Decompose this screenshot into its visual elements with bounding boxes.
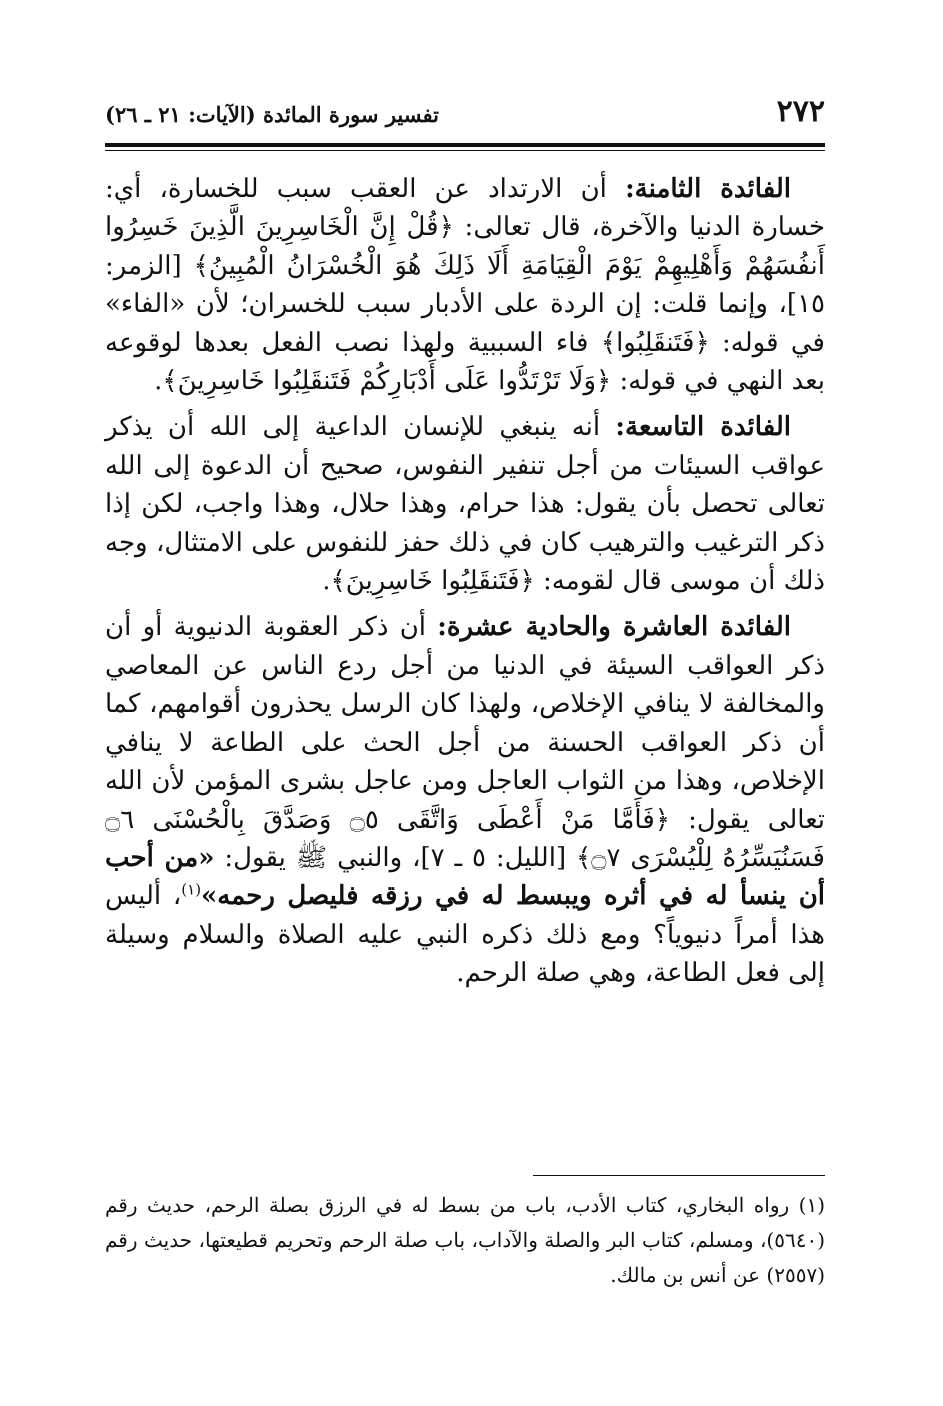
paragraph-text: أنه ينبغي للإنسان الداعية إلى الله أن يذكر عواقب السيئات من أجل تنفير النفوس، صحيح أن الدعوة إلى الله تعالى تحصل بأن يقول: هذا حرام، وهذا حلال، وهذا واجب، لكن إذا ذكر الترغيب والترهيب كان في ذلك حفز للنفوس على الامتثال، وجه ذلك أن موسى قال لقومه: bbox=[105, 412, 825, 597]
quran-verse: ﴿فَتَنقَلِبُوا﴾ bbox=[600, 327, 710, 358]
footnote-text: (١) رواه البخاري، كتاب الأدب، باب من بسط له في الرزق بصلة الرحم، حديث رقم (٥٦٤٠)، ومسلم، كتاب البر والصلة والآداب، باب صلة الرحم وتحريم قطيعتها، حديث رقم (٢٥٥٧) عن أنس بن مالك. bbox=[105, 1193, 825, 1287]
footnote-separator bbox=[533, 1175, 825, 1176]
paragraph-heading: الفائدة الثامنة: bbox=[625, 174, 791, 204]
paragraph-heading: الفائدة العاشرة والحادية عشرة: bbox=[437, 612, 792, 643]
hadith-quote: «من أحب أن ينسأ له في أثره ويبسط له في رزقه فليصل رحمه» bbox=[105, 842, 826, 912]
header-rule-thin bbox=[105, 150, 825, 151]
running-title: تفسير سورة المائدة (الآيات: ٢١ ـ ٢٦) bbox=[105, 102, 439, 127]
quran-verse: ﴿قُلْ إِنَّ الْخَاسِرِينَ الَّذِينَ خَسِرُوا أَنفُسَهُمْ وَأَهْلِيهِمْ يَوْمَ الْقِيَامَةِ أَلَا ذَلِكَ هُوَ الْخُسْرَانُ الْمُبِينُ﴾ bbox=[105, 212, 825, 281]
paragraph-text: . bbox=[322, 566, 331, 597]
paragraph bbox=[105, 170, 825, 400]
paragraph-text: [الليل: ٥ ـ ٧]، والنبي ﷺ يقول: bbox=[214, 842, 576, 873]
paragraph-text: أن ذكر العقوبة الدنيوية أو أن ذكر العواقب السيئة في الدنيا من أجل ردع الناس عن المعاصي والمخالفة لا ينافي الإخلاص، ولهذا كان الرسل يحذرون أقوامهم، كما أن ذكر العواقب الحسنة من أجل الحث على الطاعة لا ينافي الإخلاص، وهذا من الثواب العاجل ومن عاجل بشرى المؤمن لأن الله تعالى يقول: bbox=[105, 612, 825, 835]
paragraph-text: ، أليس هذا أمراً دنيوياً؟ ومع ذلك ذكره النبي عليه الصلاة والسلام وسيلة إلى فعل الطاعة، وهي صلة الرحم. bbox=[105, 881, 825, 989]
page-number: ٢٧٢ bbox=[776, 94, 825, 129]
footnote bbox=[105, 1188, 825, 1293]
quran-verse: ﴿وَلَا تَرْتَدُّوا عَلَى أَدْبَارِكُمْ فَتَنقَلِبُوا خَاسِرِينَ﴾ bbox=[162, 366, 612, 397]
paragraph-text: [الزمر: ١٥]، وإنما قلت: إن الردة على الأدبار سبب للخسران؛ لأن «الفاء» في قوله: bbox=[105, 250, 825, 358]
paragraph bbox=[105, 608, 825, 992]
paragraph-heading: الفائدة التاسعة: bbox=[615, 412, 791, 443]
header-rule-thick bbox=[105, 143, 825, 147]
main-text bbox=[105, 170, 825, 993]
paragraph-text: أن الارتداد عن العقب سبب للخسارة، أي: خسارة الدنيا والآخرة، قال تعالى: bbox=[105, 174, 825, 243]
paragraph bbox=[105, 408, 825, 600]
footnote-ref: (١) bbox=[181, 880, 202, 899]
quran-verse: ﴿فَأَمَّا مَنْ أَعْطَى وَاتَّقَى ۝٥ وَصَدَّقَ بِالْحُسْنَى ۝٦ فَسَنُيَسِّرُهُ لِلْيُسْرَى ۝٧﴾ bbox=[105, 804, 825, 873]
paragraph-text: فاء السببية ولهذا نصب الفعل بعدها لوقوعه بعد النهي في قوله: bbox=[105, 327, 825, 397]
page-header bbox=[105, 92, 825, 138]
quran-verse: ﴿فَتَنقَلِبُوا خَاسِرِينَ﴾ bbox=[330, 566, 535, 597]
paragraph-text: . bbox=[154, 366, 163, 397]
